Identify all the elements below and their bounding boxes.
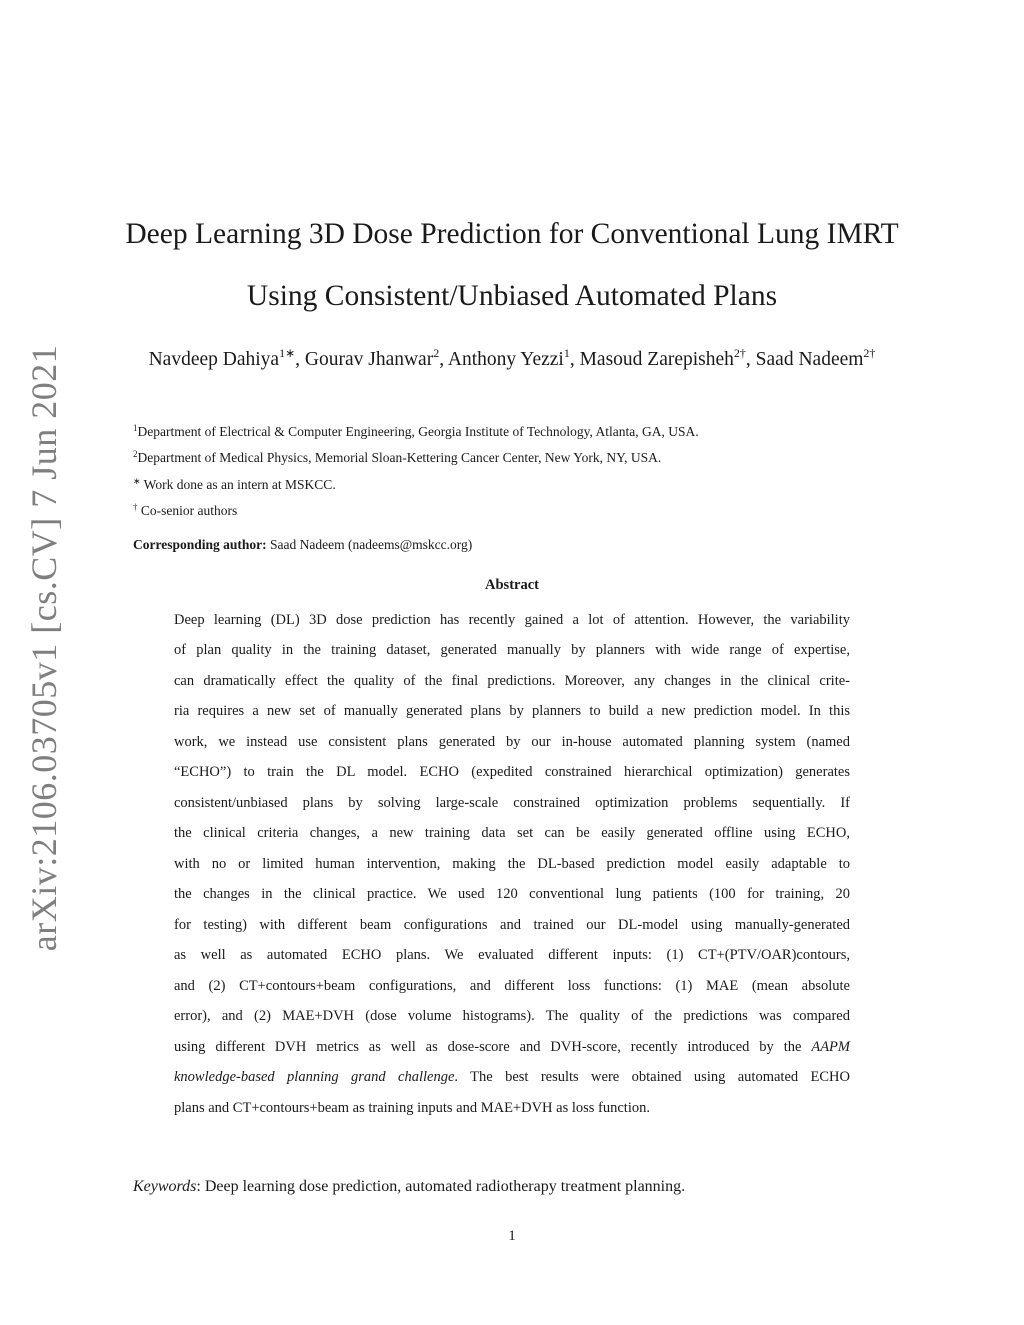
abstract-line: the changes in the clinical practice. We used 120 conventional lung patients (100 for training, 20 — [174, 886, 850, 902]
abstract-line: and (2) CT+contours+beam configurations, and different loss functions: (1) MAE (mean absolute — [174, 978, 850, 994]
author: Masoud Zarepisheh$^{2\dagger}$, — [579, 346, 756, 370]
abstract-line: ria requires a new set of manually generated plans by planners to build a new prediction model. In this — [174, 703, 850, 719]
abstract-line: with no or limited human intervention, making the DL-based prediction model easily adaptable to — [174, 856, 850, 872]
keywords: Keywords: Deep learning dose prediction, automated radiotherapy treatment planning. — [133, 1178, 686, 1195]
abstract-line: knowledge-based planning grand challenge. The best results were obtained using automated ECHO — [174, 1069, 850, 1085]
abstract-line: can dramatically effect the quality of the final predictions. Moreover, any changes in the clinical crite- — [174, 673, 850, 689]
abstract-line: using different DVH metrics as well as dose-score and DVH-score, recently introduced by the AAPM — [174, 1039, 850, 1055]
affiliation-2: $^2$Department of Medical Physics, Memorial Sloan-Kettering Cancer Center, New York, NY, USA. — [133, 449, 662, 465]
intern-note: ∗ Work done as an intern at MSKCC. — [133, 476, 336, 492]
abstract-line: as well as automated ECHO plans. We evaluated different inputs: (1) CT+(PTV/OAR)contours, — [174, 947, 850, 963]
arxiv-id: arXiv:2106.03705v1 [cs.CV] 7 Jun 2021 — [24, 344, 64, 952]
co-senior-note: † Co-senior authors — [133, 502, 238, 518]
paper-title-line-2: Using Consistent/Unbiased Automated Plans — [246, 280, 778, 312]
abstract-line: of plan quality in the training dataset, generated manually by planners with wide range of expertise, — [174, 642, 850, 658]
page-number: 1 — [508, 1228, 516, 1244]
paper-title-line-1: Deep Learning 3D Dose Prediction for Conventional Lung IMRT — [125, 218, 899, 250]
abstract-heading: Abstract — [485, 577, 539, 593]
abstract-line: “ECHO”) to train the DL model. ECHO (expedited constrained hierarchical optimization) generates — [174, 764, 850, 780]
abstract-line: for testing) with different beam configurations and trained our DL-model using manually-generated — [174, 917, 850, 933]
corresponding-author: Corresponding author: Saad Nadeem (nadeems@mskcc.org) — [133, 537, 473, 552]
author: Gourav Jhanwar$^2$, — [304, 346, 448, 370]
author: Anthony Yezzi$^1$, — [447, 346, 580, 370]
abstract-line: plans and CT+contours+beam as training inputs and MAE+DVH as loss function. — [174, 1100, 650, 1116]
author-list — [0, 346, 1024, 371]
abstract-line: the clinical criteria changes, a new training data set can be easily generated offline using ECHO, — [174, 825, 850, 841]
abstract-line: error), and (2) MAE+DVH (dose volume histograms). The quality of the predictions was compared — [174, 1008, 850, 1024]
abstract-line: Deep learning (DL) 3D dose prediction has recently gained a lot of attention. However, the variability — [174, 612, 850, 628]
abstract-line: consistent/unbiased plans by solving large-scale constrained optimization problems sequentially. If — [174, 795, 850, 811]
affiliation-1: $^1$Department of Electrical & Computer Engineering, Georgia Institute of Technology, Atlanta, GA, USA. — [133, 423, 699, 439]
author: Saad Nadeem$^{2\dagger}$ — [755, 346, 876, 370]
author: Navdeep Dahiya$^{1∗}$, — [148, 346, 305, 370]
abstract-line: work, we instead use consistent plans generated by our in-house automated planning system (named — [174, 734, 850, 750]
